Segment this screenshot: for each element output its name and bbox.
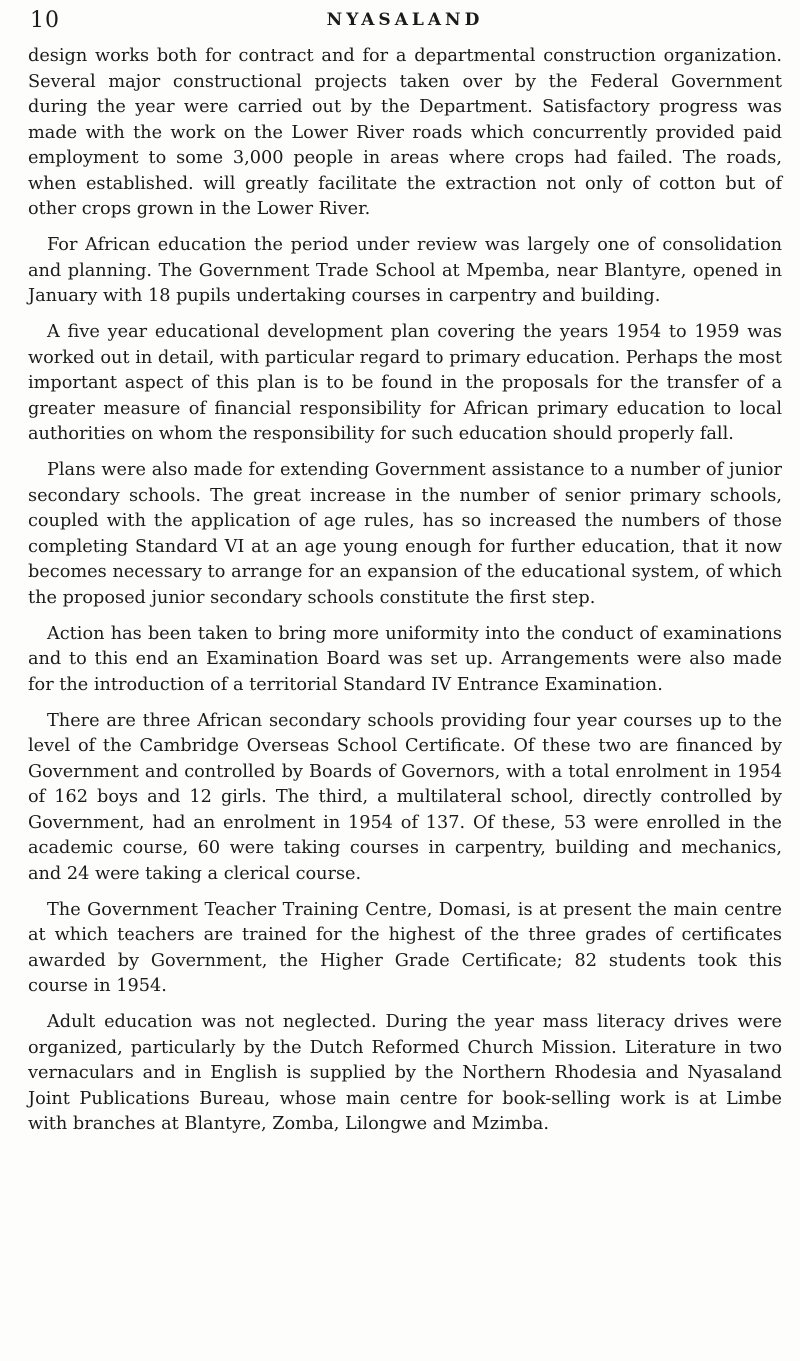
running-header — [28, 0, 782, 44]
page-number: 10 — [30, 8, 60, 33]
paragraph-construction: design works both for contract and for a departmental construction organization. Several major constructional projects taken over by the Federal Government during the year were carried out by the Department. Satisfactory progress was made with the work on the Lower River roads which concurrently provided paid employment to some 3,000 people in areas where crops had failed. The roads, when established. will greatly facilitate the extraction not only of cotton but of other crops grown in the Lower River. — [28, 46, 782, 219]
running-title: NYASALAND — [326, 10, 484, 30]
paragraph-secondary-schools: There are three African secondary schools providing four year courses up to the level of the Cambridge Overseas School Certificate. Of these two are financed by Government and controlled by Boards of Governors, with a total enrolment in 1954 of 162 boys and 12 girls. The third, a multilateral school, directly controlled by Government, had an enrolment in 1954 of 137. Of these, 53 were enrolled in the academic course, 60 were taking courses in carpentry, building and mechanics, and 24 were taking a clerical course. — [28, 710, 782, 884]
paragraph-five-year-plan: A five year educational development plan covering the years 1954 to 1959 was worked out in detail, with particular regard to primary education. Perhaps the most important aspect of this plan is to be found in the proposals for the transfer of a greater measure of financial responsibility for African primary education to local authorities on whom the responsibility for such education should properly fall. — [28, 322, 782, 444]
body-text — [28, 44, 782, 1138]
paragraph-teacher-training: The Government Teacher Training Centre, Domasi, is at present the main centre at which teachers are trained for the highest of the three grades of certificates awarded by Government, the Higher Grade Certificate; 82 students took this course in 1954. — [28, 899, 782, 996]
document-page — [28, 0, 782, 1148]
paragraph-adult-education: Adult education was not neglected. During the year mass literacy drives were organized, particularly by the Dutch Reformed Church Mission. Literature in two vernaculars and in English is supplied by the Northern Rhodesia and Nyasaland Joint Publications Bureau, whose main centre for book-selling work is at Limbe with branches at Blantyre, Zomba, Lilongwe and Mzimba. — [28, 1012, 782, 1134]
paragraph-examinations: Action has been taken to bring more uniformity into the conduct of examinations and to this end an Examination Board was set up. Arrangements were also made for the introduction of a territorial Standard IV Entrance Examination. — [28, 623, 782, 695]
paragraph-african-education: For African education the period under review was largely one of consolidation and planning. The Government Trade School at Mpemba, near Blantyre, opened in January with 18 pupils undertaking courses in carpentry and building. — [28, 235, 782, 306]
paragraph-junior-secondary: Plans were also made for extending Government assistance to a number of junior secondary schools. The great increase in the number of senior primary schools, coupled with the application of age rules, has so increased the numbers of those completing Standard VI at an age young enough for further education, that it now becomes necessary to arrange for an expansion of the educational system, of which the proposed junior secondary schools constitute the first step. — [28, 460, 782, 608]
